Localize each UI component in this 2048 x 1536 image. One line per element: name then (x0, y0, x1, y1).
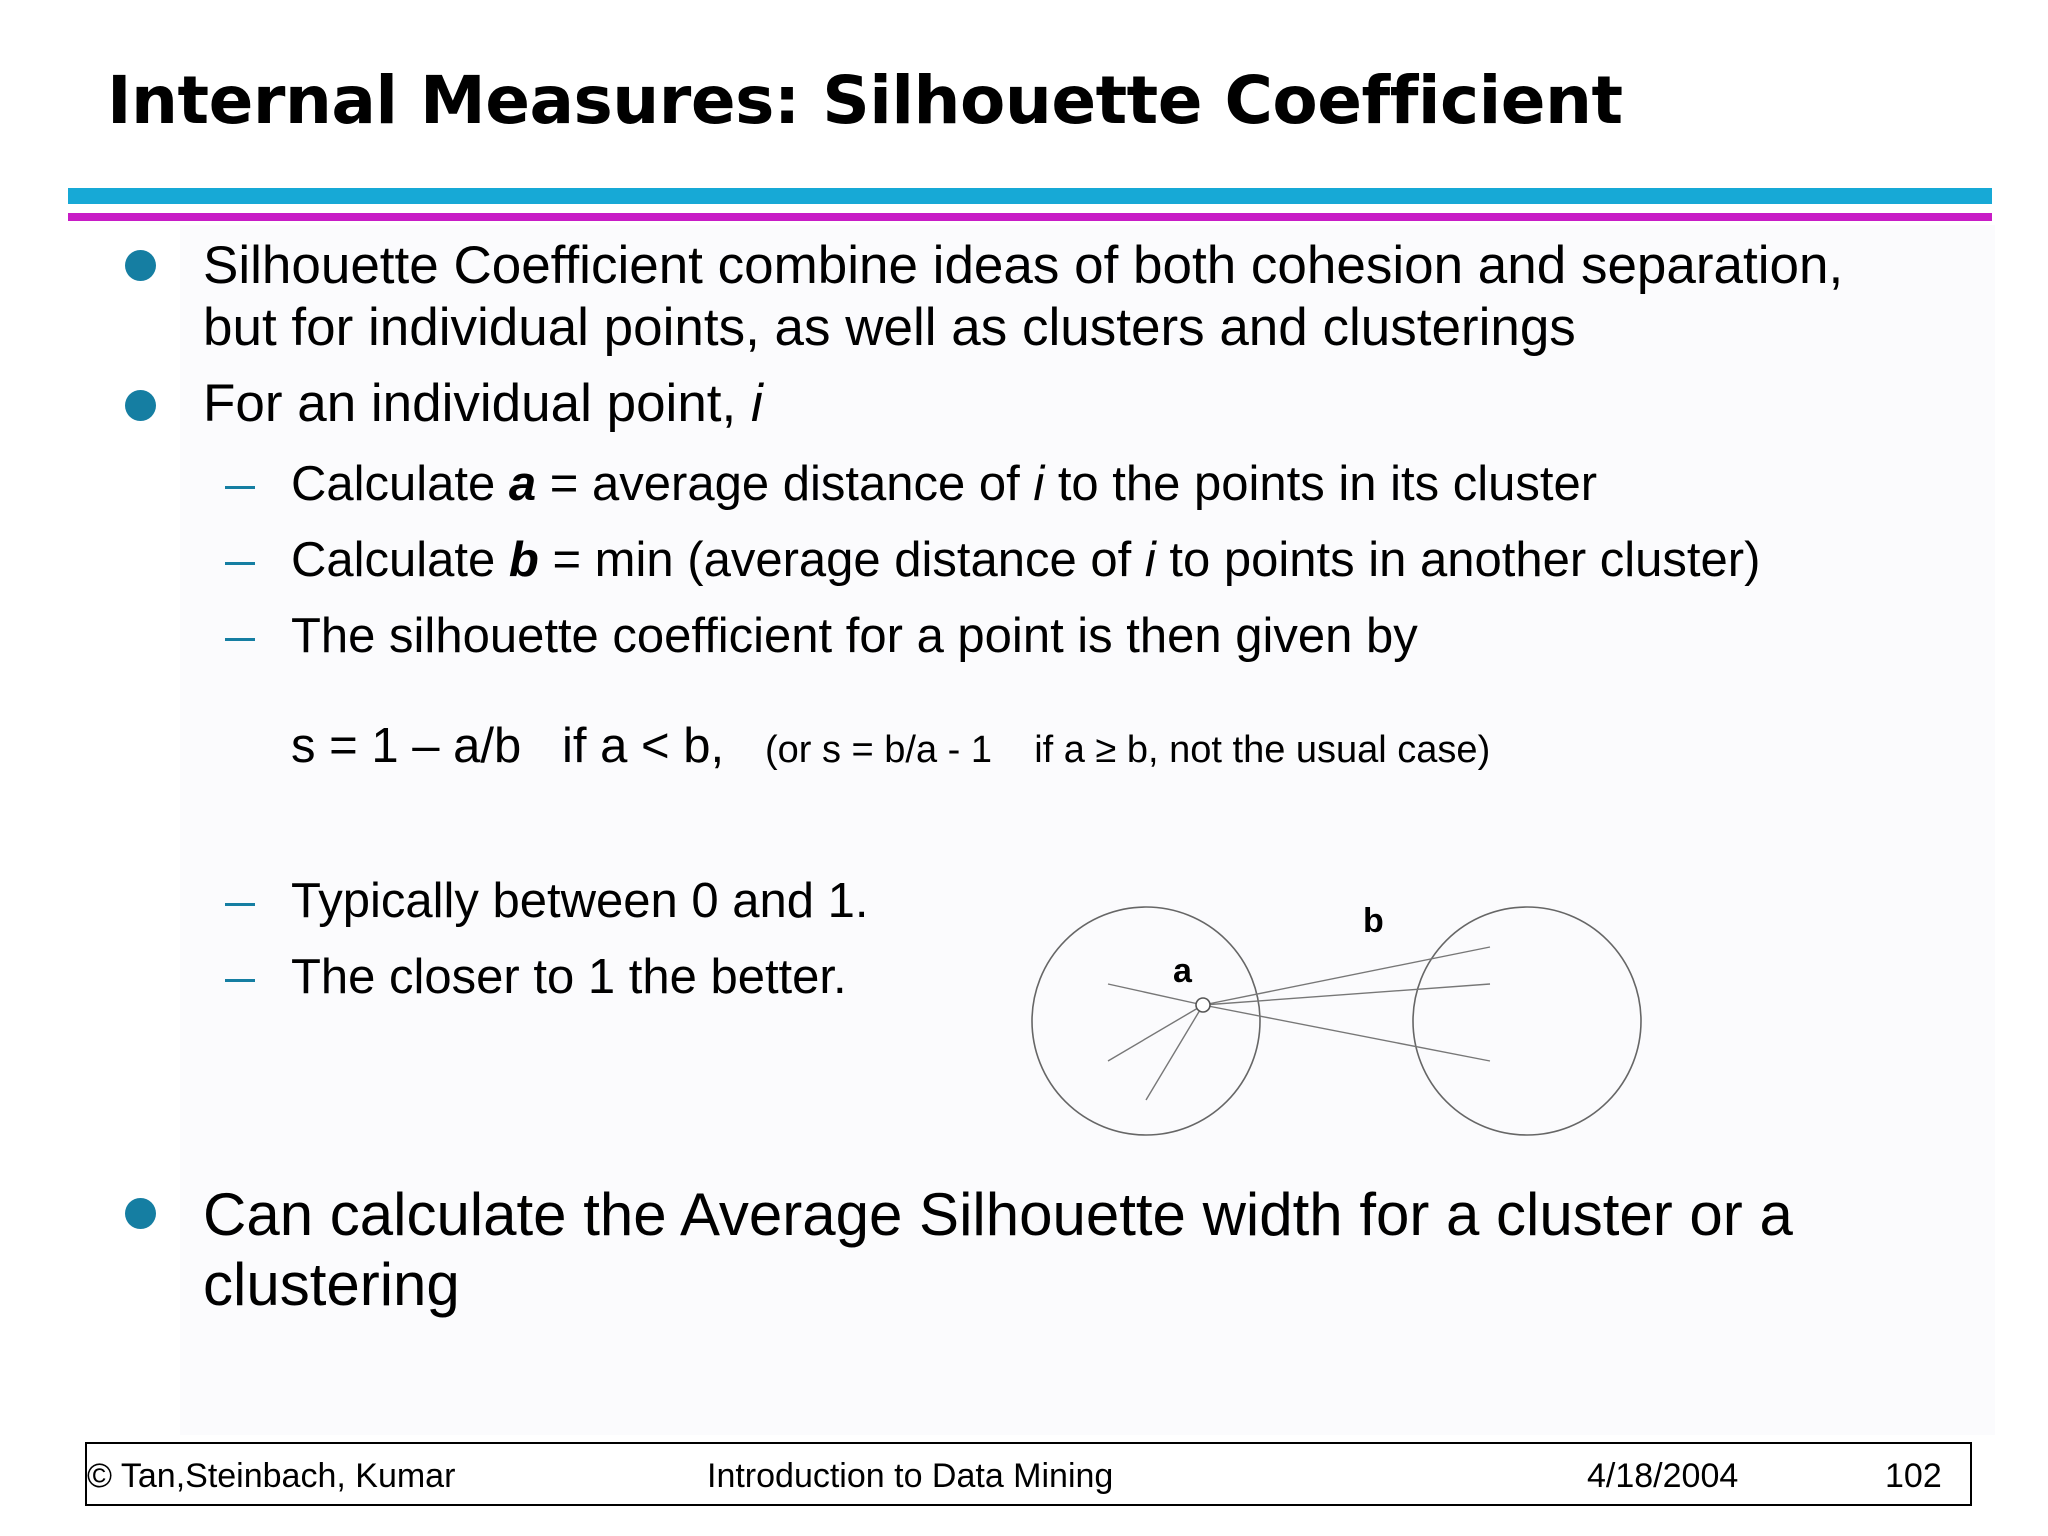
title-rule-blue (68, 188, 1992, 204)
sub-item-calc-b (291, 531, 1760, 589)
sub-dash (225, 562, 255, 565)
point-i (1196, 998, 1210, 1012)
calc-b-var: b (508, 533, 539, 587)
distance-lines (1108, 947, 1490, 1100)
bullet-3-line-1: Can calculate the Average Silhouette width for a cluster or a (203, 1181, 1793, 1248)
bullet-2-text: For an individual point, (203, 374, 751, 433)
sub-item-closer-better: The closer to 1 the better. (291, 950, 847, 1004)
calc-a-mid: = average distance of (536, 457, 1034, 511)
footer-date: 4/18/2004 (1587, 1457, 1739, 1495)
formula-main: s = 1 – a/b if a < b, (291, 719, 725, 773)
sub-dash (225, 903, 255, 906)
bullet-dot (125, 390, 156, 421)
slide-title: Internal Measures: Silhouette Coefficient (107, 62, 1623, 139)
cluster-circle-right (1413, 907, 1641, 1135)
footer-authors: © Tan,Steinbach, Kumar (87, 1457, 456, 1495)
bullet-dot (125, 250, 156, 281)
sub-dash (225, 638, 255, 641)
bullet-1-line-1: Silhouette Coefficient combine ideas of both cohesion and separation, (203, 236, 1844, 295)
calc-a-var: a (508, 457, 537, 511)
sub-dash (225, 486, 255, 489)
sub-dash (225, 979, 255, 982)
bullet-2 (203, 373, 763, 435)
title-rule-magenta (68, 213, 1992, 221)
intra-line (1108, 1005, 1203, 1061)
formula-alt: (or s = b/a - 1 if a ≥ b, not the usual case) (764, 729, 1491, 771)
title-rule-gap (68, 204, 1992, 208)
intra-line (1146, 1005, 1203, 1100)
calc-b-mid: = min (average distance of (538, 533, 1145, 587)
bullet-1-line-2: but for individual points, as well as clusters and clusterings (203, 298, 1576, 357)
cluster-circle-left (1032, 907, 1260, 1135)
sub-item-typical-range: Typically between 0 and 1. (291, 874, 869, 928)
diagram-label-b: b (1363, 902, 1384, 940)
slide-footer (85, 1442, 1972, 1506)
diagram-label-a: a (1173, 952, 1192, 990)
calc-b-suffix: to points in another cluster) (1155, 533, 1761, 587)
calc-b-ital: i (1144, 533, 1156, 587)
footer-page-number: 102 (1885, 1457, 1942, 1495)
bullet-3-line-2: clustering (203, 1251, 460, 1318)
bullet-dot (125, 1198, 156, 1229)
footer-course: Introduction to Data Mining (707, 1457, 1114, 1495)
bullet-2-italic-i: i (751, 374, 763, 433)
calc-a-ital: i (1033, 457, 1045, 511)
calc-a-prefix: Calculate (291, 457, 509, 511)
inter-line (1203, 984, 1490, 1005)
silhouette-diagram (1020, 885, 1680, 1145)
inter-line (1203, 1005, 1490, 1061)
inter-line (1203, 947, 1490, 1005)
sub-item-calc-a (291, 455, 1597, 513)
calc-a-suffix: to the points in its cluster (1044, 457, 1598, 511)
calc-b-prefix: Calculate (291, 533, 509, 587)
silhouette-formula (291, 718, 1490, 774)
sub-item-silhouette-given: The silhouette coefficient for a point is then given by (291, 609, 1418, 663)
